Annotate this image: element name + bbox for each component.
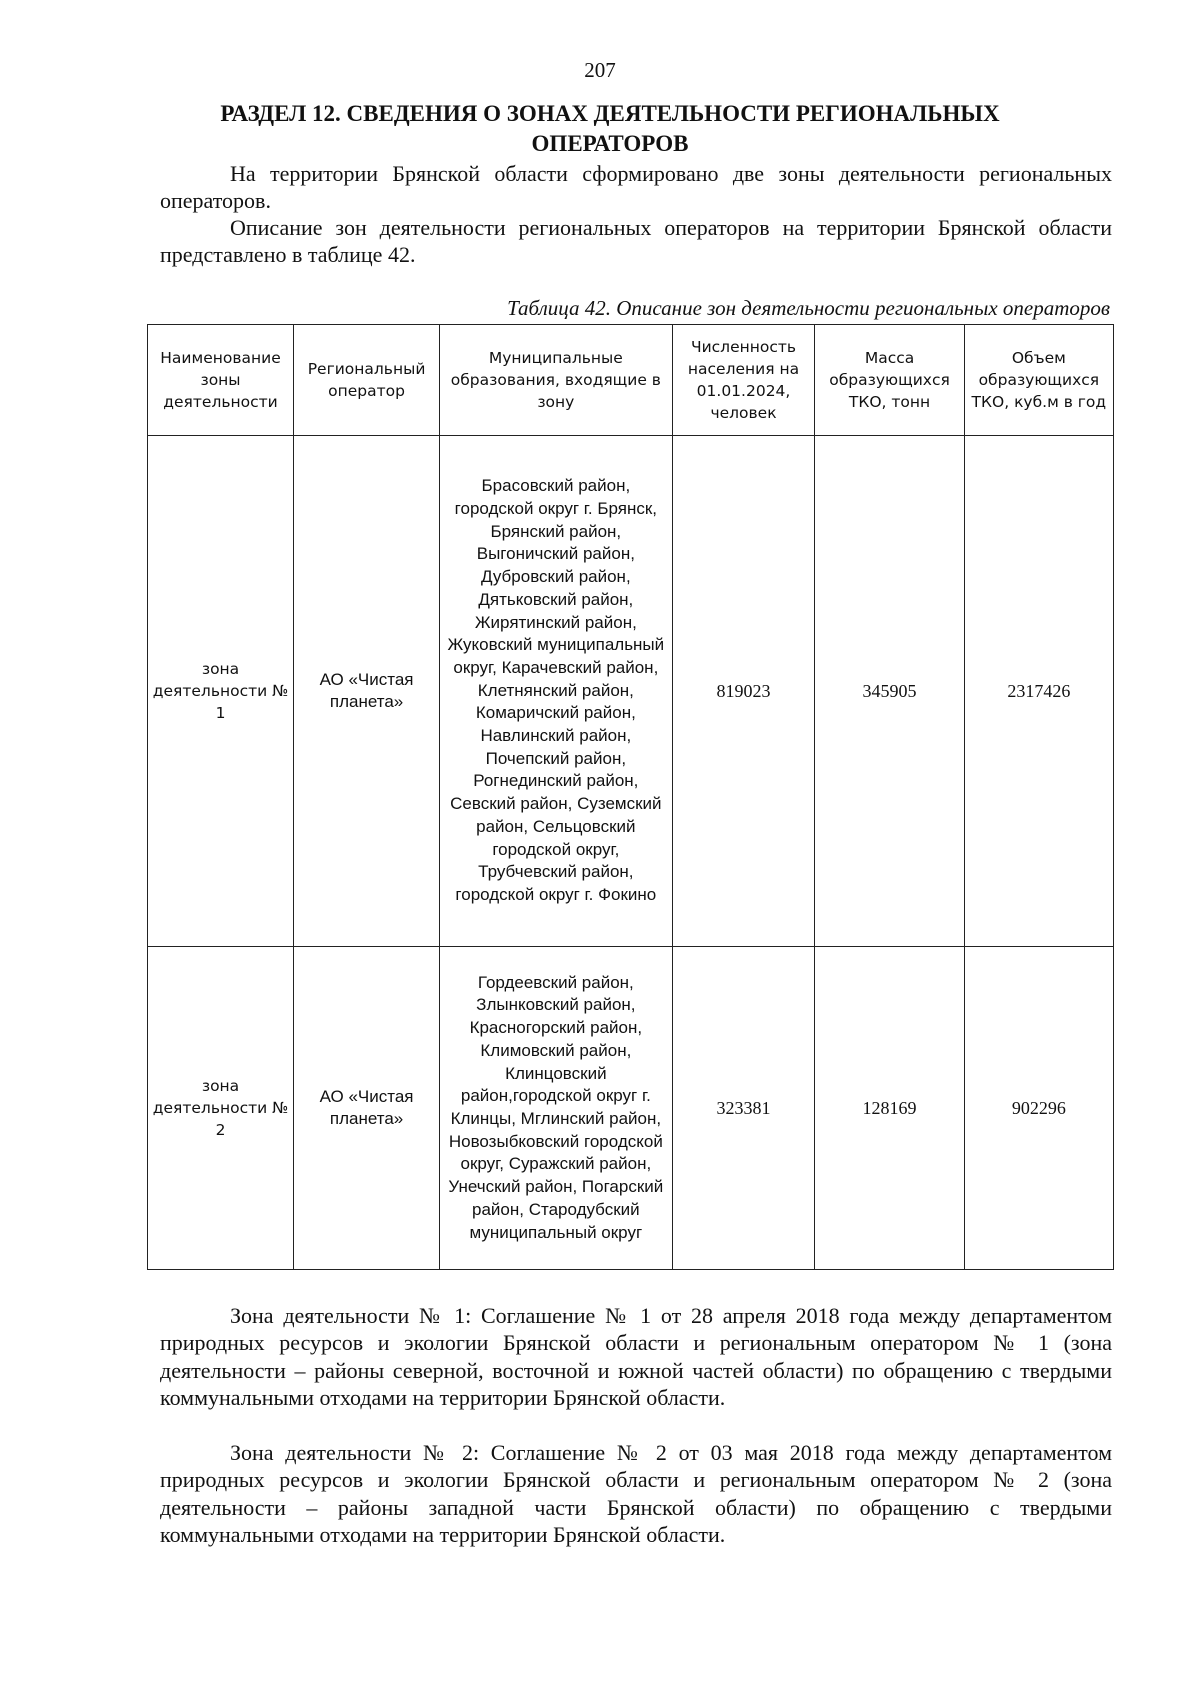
section-title: РАЗДЕЛ 12. СВЕДЕНИЯ О ЗОНАХ ДЕЯТЕЛЬНОСТИ РЕГИОНАЛЬНЫХ ОПЕРАТОРОВ xyxy=(220,101,1000,156)
header-waste-mass: Масса образующихся ТКО, тонн xyxy=(815,325,964,436)
operator-cell: АО «Чистая планета» xyxy=(294,947,440,1270)
page-number: 207 xyxy=(584,58,616,82)
zone-name-cell: зона деятельности № 2 xyxy=(148,947,294,1270)
closing-paragraph: Зона деятельности № 1: Соглашение № 1 от 28 апреля 2018 года между департаментом природных ресурсов и экологии Брянской области и региональным оператором № 1 (зона деятельности – районы северной, восточной и южной частей области) по обращению с твердыми коммунальными отходами на территории Брянской области. xyxy=(160,1303,1112,1411)
header-waste-volume: Объем образующихся ТКО, куб.м в год xyxy=(964,325,1113,436)
population-cell: 323381 xyxy=(672,947,815,1270)
waste-mass-cell: 128169 xyxy=(815,947,964,1270)
header-population: Численность населения на 01.01.2024, человек xyxy=(672,325,815,436)
header-municipalities: Муниципальные образования, входящие в зону xyxy=(440,325,673,436)
zone-name-cell: зона деятельности № 1 xyxy=(148,436,294,947)
waste-mass-cell: 345905 xyxy=(815,436,964,947)
zones-table xyxy=(147,324,1114,1270)
waste-volume-cell: 2317426 xyxy=(964,436,1113,947)
waste-volume-cell: 902296 xyxy=(964,947,1113,1270)
population-cell: 819023 xyxy=(672,436,815,947)
table-row xyxy=(148,436,1114,947)
header-zone-name: Наименование зоны деятельности xyxy=(148,325,294,436)
municipalities-cell: Гордеевский район, Злынковский район, Красногорский район, Климовский район, Клинцовский район,городской округ г. Клинцы, Мглинский район, Новозыбковский городской округ, Суражский район, Унечский район, Погарский район, Стародубский муниципальный округ xyxy=(440,947,673,1270)
operator-cell: АО «Чистая планета» xyxy=(294,436,440,947)
table-row xyxy=(148,947,1114,1270)
table-caption: Таблица 42. Описание зон деятельности региональных операторов xyxy=(507,296,1110,320)
closing-paragraph: Зона деятельности № 2: Соглашение № 2 от 03 мая 2018 года между департаментом природных ресурсов и экологии Брянской области и региональным оператором № 2 (зона деятельности – районы западной части Брянской области) по обращению с твердыми коммунальными отходами на территории Брянской области. xyxy=(160,1440,1112,1548)
intro-paragraph: На территории Брянской области сформировано две зоны деятельности региональных операторов. xyxy=(160,161,1112,213)
table-header-row xyxy=(148,325,1114,436)
municipalities-cell: Брасовский район, городской округ г. Брянск, Брянский район, Выгоничский район, Дубровский район, Дятьковский район, Жирятинский район, Жуковский муниципальный округ, Карачевский район, Клетнянский район, Комаричский район, Навлинский район, Почепский район, Рогнединский район, Севский район, Суземский район, Сельцовский городской округ, Трубчевский район, городской округ г. Фокино xyxy=(440,436,673,947)
header-operator: Региональный оператор xyxy=(294,325,440,436)
intro-paragraph: Описание зон деятельности региональных операторов на территории Брянской области представлено в таблице 42. xyxy=(160,215,1112,267)
